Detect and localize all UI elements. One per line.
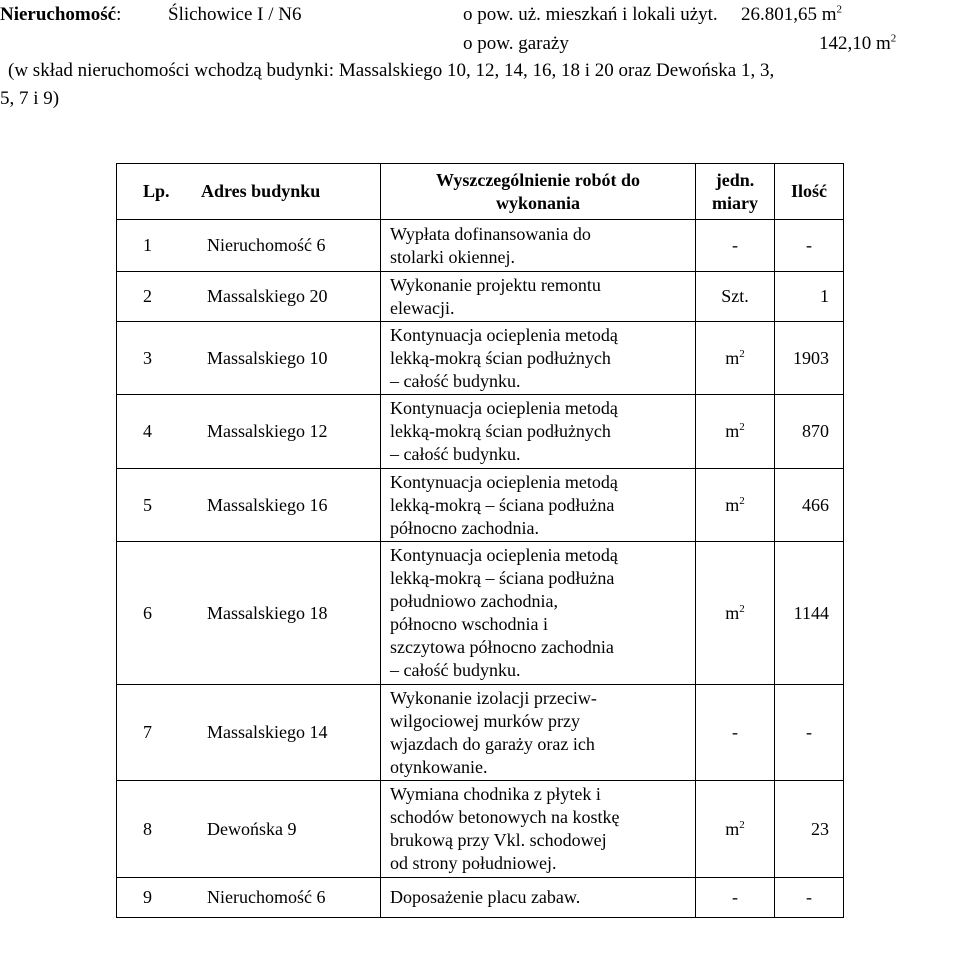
description-cell [381, 878, 696, 918]
address-cell [117, 395, 381, 469]
header-unit [696, 164, 775, 220]
unit-superscript: 2 [739, 602, 745, 615]
header-quantity: Ilość [775, 164, 844, 220]
table-row [117, 322, 844, 395]
unit-value: m [725, 347, 740, 368]
description-cell [381, 322, 696, 395]
description-cell [381, 469, 696, 542]
quantity-cell: 23 [775, 781, 844, 878]
unit-cell [696, 878, 775, 918]
header-lp-address [117, 164, 381, 220]
building-address: Massalskiego 20 [207, 286, 328, 306]
description-line: od strony południowej. [390, 853, 557, 873]
building-address: Massalskiego 18 [207, 602, 328, 623]
description-line: lekką-mokrą ścian podłużnych [390, 347, 611, 368]
description-line: otynkowanie. [390, 756, 488, 777]
address-cell [117, 322, 381, 395]
unit-cell [696, 395, 775, 469]
unit-superscript: 2 [739, 421, 745, 433]
table-row [117, 272, 844, 322]
building-address: Massalskiego 14 [207, 722, 328, 742]
area-residential-label: o pow. uż. mieszkań i lokali użyt. [463, 4, 718, 25]
description-line: północno wschodnia i [390, 614, 548, 634]
unit-value: m [725, 818, 740, 839]
description-line: wilgociowej murków przy [390, 710, 580, 731]
description-line: – całość budynku. [390, 660, 521, 680]
header-description [381, 164, 696, 220]
unit-value: m [725, 494, 740, 515]
row-number: 8 [143, 818, 152, 839]
table-row [117, 469, 844, 542]
header-line-1 [0, 4, 121, 26]
property-label: Nieruchomość [0, 4, 117, 25]
row-number: 4 [143, 421, 152, 441]
unit-superscript: 2 [739, 347, 745, 360]
area-garage-label: o pow. garaży [463, 33, 569, 54]
unit-cell [696, 272, 775, 322]
description-line: Wymiana chodnika z płytek i [390, 784, 601, 804]
property-label-colon: : [116, 4, 122, 25]
description-line: – całość budynku. [390, 370, 521, 391]
composition-line-2: 5, 7 i 9) [0, 88, 60, 109]
header-unit-line-2: miary [712, 192, 758, 213]
area-residential-unit-sup: 2 [836, 3, 843, 16]
description-line: północno zachodnia. [390, 517, 539, 538]
address-cell [117, 220, 381, 272]
building-address: Dewońska 9 [207, 818, 297, 839]
description-line: Wykonanie projektu remontu [390, 274, 601, 295]
quantity-cell: - [775, 220, 844, 272]
area-residential-value: 26.801,65 m [741, 4, 837, 25]
address-cell [117, 781, 381, 878]
description-cell [381, 272, 696, 322]
building-address: Nieruchomość 6 [207, 887, 326, 907]
row-number: 7 [143, 722, 152, 742]
row-number: 3 [143, 347, 152, 368]
header-address: Adres budynku [201, 181, 321, 201]
row-number: 1 [143, 235, 152, 255]
description-line: lekką-mokrą ścian podłużnych [390, 421, 611, 441]
property-name: Ślichowice I / N6 [168, 4, 302, 25]
header-description-line-2: wykonania [495, 192, 581, 213]
area-garage [819, 33, 896, 55]
quantity-cell: 870 [775, 395, 844, 469]
unit-cell [696, 322, 775, 395]
table-row [117, 685, 844, 781]
building-address: Massalskiego 12 [207, 421, 328, 441]
table-header-row [117, 164, 844, 220]
area-residential [741, 4, 842, 26]
address-cell [117, 469, 381, 542]
description-line: Wykonanie izolacji przeciw- [390, 687, 597, 708]
table-row [117, 542, 844, 685]
quantity-cell: 1 [775, 272, 844, 322]
composition-line-1: (w skład nieruchomości wchodzą budynki: Massalskiego 10, 12, 14, 16, 18 i 20 oraz Dewońska 1, 3, [8, 60, 775, 81]
description-line: Kontynuacja ocieplenia metodą [390, 471, 618, 492]
description-line: lekką-mokrą – ściana podłużna [390, 494, 615, 515]
description-cell [381, 781, 696, 878]
header-unit-line-1: jedn. [715, 169, 755, 190]
unit-value: Szt. [721, 286, 749, 306]
description-line: szczytowa północno zachodnia [390, 637, 614, 657]
address-cell [117, 272, 381, 322]
unit-superscript: 2 [739, 494, 745, 507]
unit-value: - [732, 887, 738, 907]
area-garage-unit-sup: 2 [890, 32, 897, 45]
description-cell [381, 685, 696, 781]
address-cell [117, 542, 381, 685]
unit-cell [696, 781, 775, 878]
unit-cell [696, 685, 775, 781]
unit-value: - [732, 722, 738, 742]
description-line: Kontynuacja ocieplenia metodą [390, 398, 618, 418]
description-line: Kontynuacja ocieplenia metodą [390, 324, 618, 345]
unit-cell [696, 542, 775, 685]
building-address: Massalskiego 16 [207, 494, 328, 515]
table-row [117, 395, 844, 469]
quantity-cell: 1903 [775, 322, 844, 395]
unit-value: - [732, 235, 738, 255]
unit-value: m [725, 602, 740, 623]
quantity-cell: 1144 [775, 542, 844, 685]
row-number: 2 [143, 286, 152, 306]
table-row [117, 220, 844, 272]
building-address: Massalskiego 10 [207, 347, 328, 368]
description-cell [381, 542, 696, 685]
description-line: stolarki okiennej. [390, 246, 515, 267]
description-line: Doposażenie placu zabaw. [390, 887, 581, 907]
row-number: 9 [143, 887, 152, 907]
works-table [116, 163, 844, 918]
table-row [117, 781, 844, 878]
address-cell [117, 878, 381, 918]
row-number: 5 [143, 494, 152, 515]
address-cell [117, 685, 381, 781]
table-row [117, 878, 844, 918]
description-line: wjazdach do garaży oraz ich [390, 733, 595, 754]
description-line: schodów betonowych na kostkę [390, 807, 620, 827]
description-line: Kontynuacja ocieplenia metodą [390, 545, 618, 565]
unit-cell [696, 469, 775, 542]
unit-cell [696, 220, 775, 272]
description-line: brukową przy Vkl. schodowej [390, 830, 607, 850]
header-lp: Lp. [143, 181, 170, 201]
description-line: Wypłata dofinansowania do [390, 223, 591, 244]
description-cell [381, 395, 696, 469]
building-address: Nieruchomość 6 [207, 235, 326, 255]
description-line: południowo zachodnia, [390, 591, 558, 611]
row-number: 6 [143, 602, 152, 623]
description-line: lekką-mokrą – ściana podłużna [390, 568, 615, 588]
unit-value: m [725, 421, 740, 441]
description-cell [381, 220, 696, 272]
unit-superscript: 2 [739, 818, 745, 831]
description-line: – całość budynku. [390, 444, 521, 464]
quantity-cell: - [775, 685, 844, 781]
quantity-cell: - [775, 878, 844, 918]
area-garage-value: 142,10 m [819, 33, 891, 54]
quantity-cell: 466 [775, 469, 844, 542]
description-line: elewacji. [390, 297, 455, 318]
header-description-line-1: Wyszczególnienie robót do [436, 169, 640, 190]
